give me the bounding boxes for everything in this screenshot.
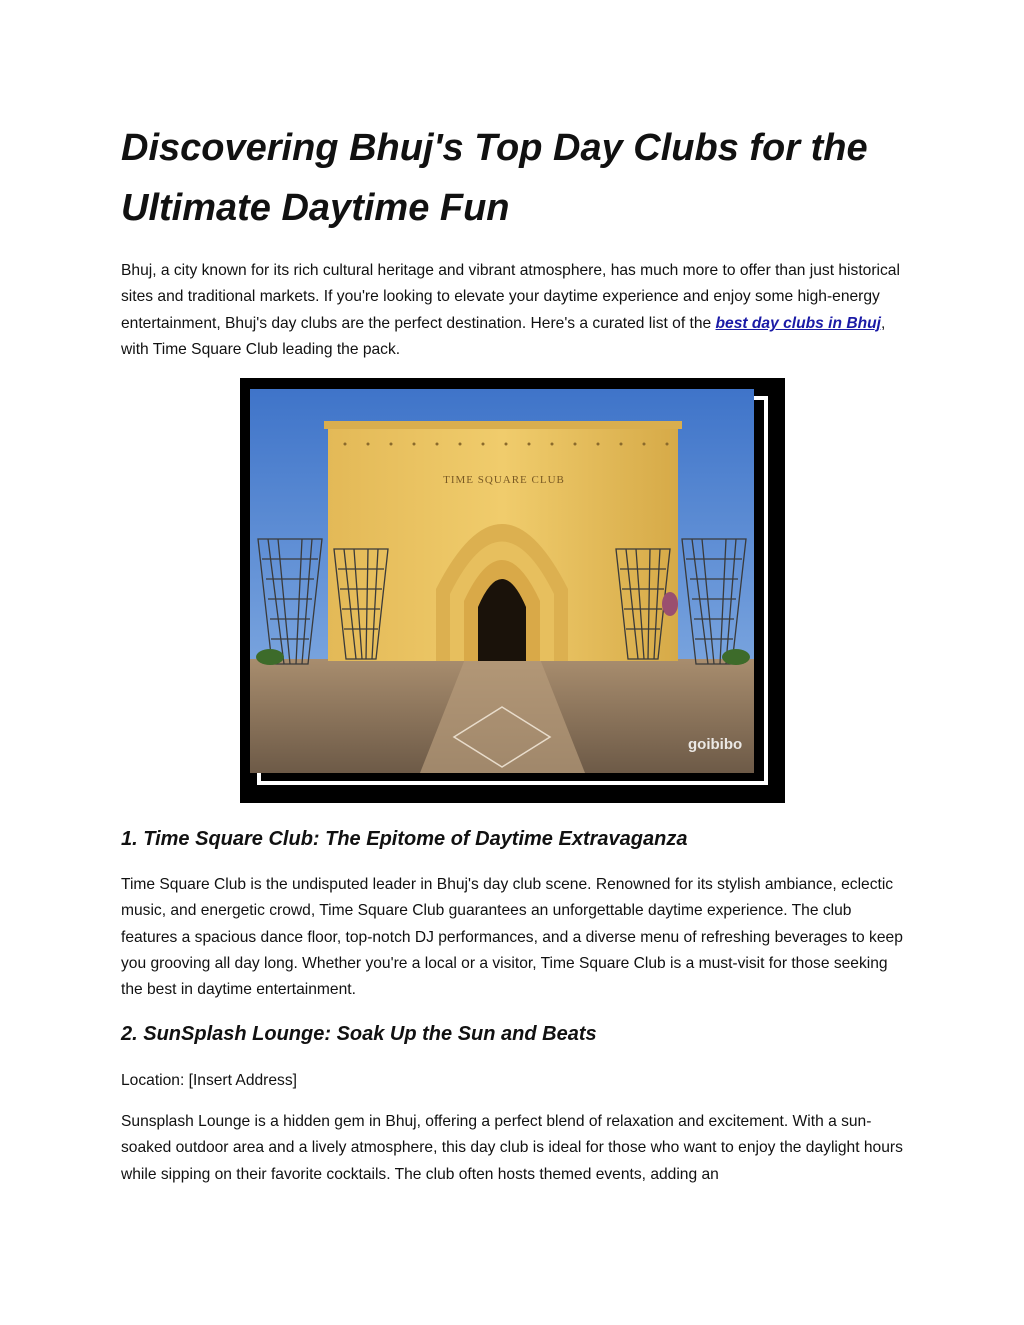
best-day-clubs-link[interactable]: best day clubs in Bhuj bbox=[715, 314, 882, 332]
club-building-image bbox=[250, 389, 754, 773]
intro-text-before: Bhuj, a city known for its rich cultural heritage and vibrant atmosphere, has much more to offer than just historical sites and traditional markets. If you're looking to elevate your daytime experience and enjoy some high-energy entertainment, Bhuj's day clubs are the perfect destination. Here's a curated list of the bbox=[121, 262, 900, 332]
section1-body: Time Square Club is the undisputed leader in Bhuj's day club scene. Renowned for its stylish ambiance, eclectic music, and energetic crowd, Time Square Club guarantees an unforgettable daytime experience. The club features a spacious dance floor, top-notch DJ performances, and a diverse menu of refreshing beverages to keep you grooving all day long. Whether you're a local or a visitor, Time Square Club is a must-visit for those seeking the best in daytime entertainment. bbox=[121, 876, 903, 999]
intro-paragraph bbox=[121, 258, 907, 363]
goibibo-watermark: goibibo bbox=[688, 736, 743, 753]
section1-heading: 1. Time Square Club: The Epitome of Daytime Extravaganza bbox=[121, 828, 688, 850]
section2-body: Sunsplash Lounge is a hidden gem in Bhuj, offering a perfect blend of relaxation and excitement. With a sun-soaked outdoor area and a lively atmosphere, this day club is ideal for those who want to enjoy the daylight hours while sipping on their favorite cocktails. The club often hosts themed events, adding an bbox=[121, 1113, 903, 1183]
page-title: Discovering Bhuj's Top Day Clubs for the Ultimate Daytime Fun bbox=[121, 127, 868, 229]
section2-heading: 2. SunSplash Lounge: Soak Up the Sun and Beats bbox=[121, 1023, 597, 1045]
club-photo bbox=[240, 378, 785, 803]
intro-text-after: , with Time Square Club leading the pack. bbox=[121, 314, 886, 358]
section2-location: Location: [Insert Address] bbox=[121, 1072, 297, 1089]
club-sign-text: TIME SQUARE CLUB bbox=[443, 474, 565, 486]
